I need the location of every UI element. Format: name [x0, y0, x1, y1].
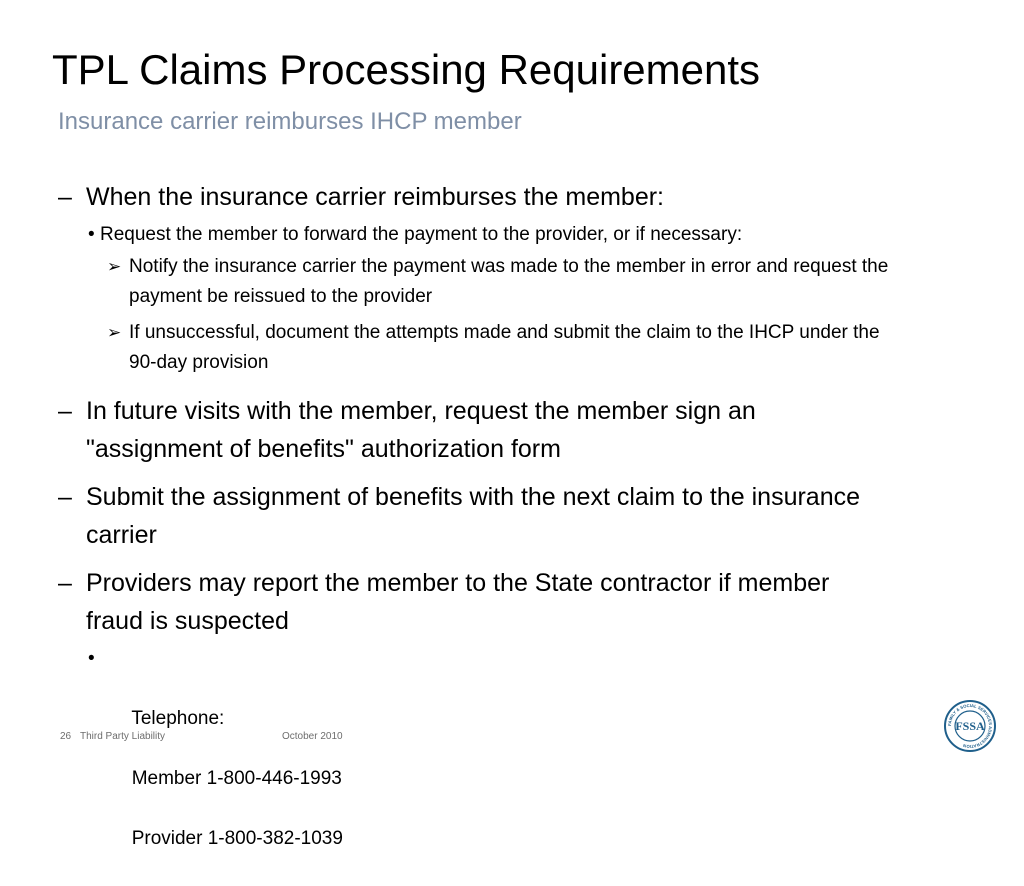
bullet-text: Providers may report the member to the State contractor if member fraud is suspected — [86, 569, 830, 635]
arrow-bullet-icon: ➢ — [107, 323, 122, 342]
telephone-label: Telephone: — [131, 708, 225, 729]
bullet-text: Submit the assignment of benefits with the next claim to the insurance carrier — [86, 483, 861, 549]
bullet-text: Notify the insurance carrier the payment was made to the member in error and request the payment be reissued to the provider — [129, 256, 889, 307]
dash-bullet-icon: – — [58, 483, 72, 511]
bullet-level1 — [58, 564, 876, 640]
dot-bullet-icon: • — [88, 648, 95, 669]
telephone-line — [88, 644, 920, 884]
fssa-logo-icon — [944, 700, 996, 752]
provider-phone: Provider 1-800-382-1039 — [131, 828, 343, 849]
bullet-text: When the insurance carrier reimburses the member: — [86, 183, 665, 211]
slide-body — [0, 178, 1024, 886]
bullet-level3 — [107, 318, 889, 378]
bullet-level2 — [88, 220, 920, 250]
bullet-level1 — [58, 178, 876, 216]
bullet-text: In future visits with the member, request the member sign an "assignment of benefits" authorization form — [86, 397, 756, 463]
member-phone: Member 1-800-446-1993 — [131, 768, 342, 789]
bullet-text: Request the member to forward the payment to the provider, or if necessary: — [100, 224, 743, 245]
bullet-text: If unsuccessful, document the attempts made and submit the claim to the IHCP under the 90-day provision — [129, 322, 880, 373]
footer-section: Third Party Liability — [80, 731, 166, 742]
dash-bullet-icon: – — [58, 569, 72, 597]
slide-title: TPL Claims Processing Requirements — [52, 46, 761, 93]
dash-bullet-icon: – — [58, 397, 72, 425]
bullet-level3 — [107, 252, 889, 312]
arrow-bullet-icon: ➢ — [107, 257, 122, 276]
bullet-level1 — [58, 392, 876, 468]
dot-bullet-icon: • — [88, 224, 95, 245]
bullet-level1 — [58, 478, 876, 554]
dash-bullet-icon: – — [58, 183, 72, 211]
footer-page-number: 26 — [60, 731, 72, 742]
slide-subtitle: Insurance carrier reimburses IHCP member — [58, 108, 522, 135]
logo-ring-text: FAMILY & SOCIAL SERVICES ADMINISTRATION — [946, 702, 994, 750]
footer-date: October 2010 — [282, 731, 343, 742]
logo-initials: FSSA — [955, 719, 985, 733]
